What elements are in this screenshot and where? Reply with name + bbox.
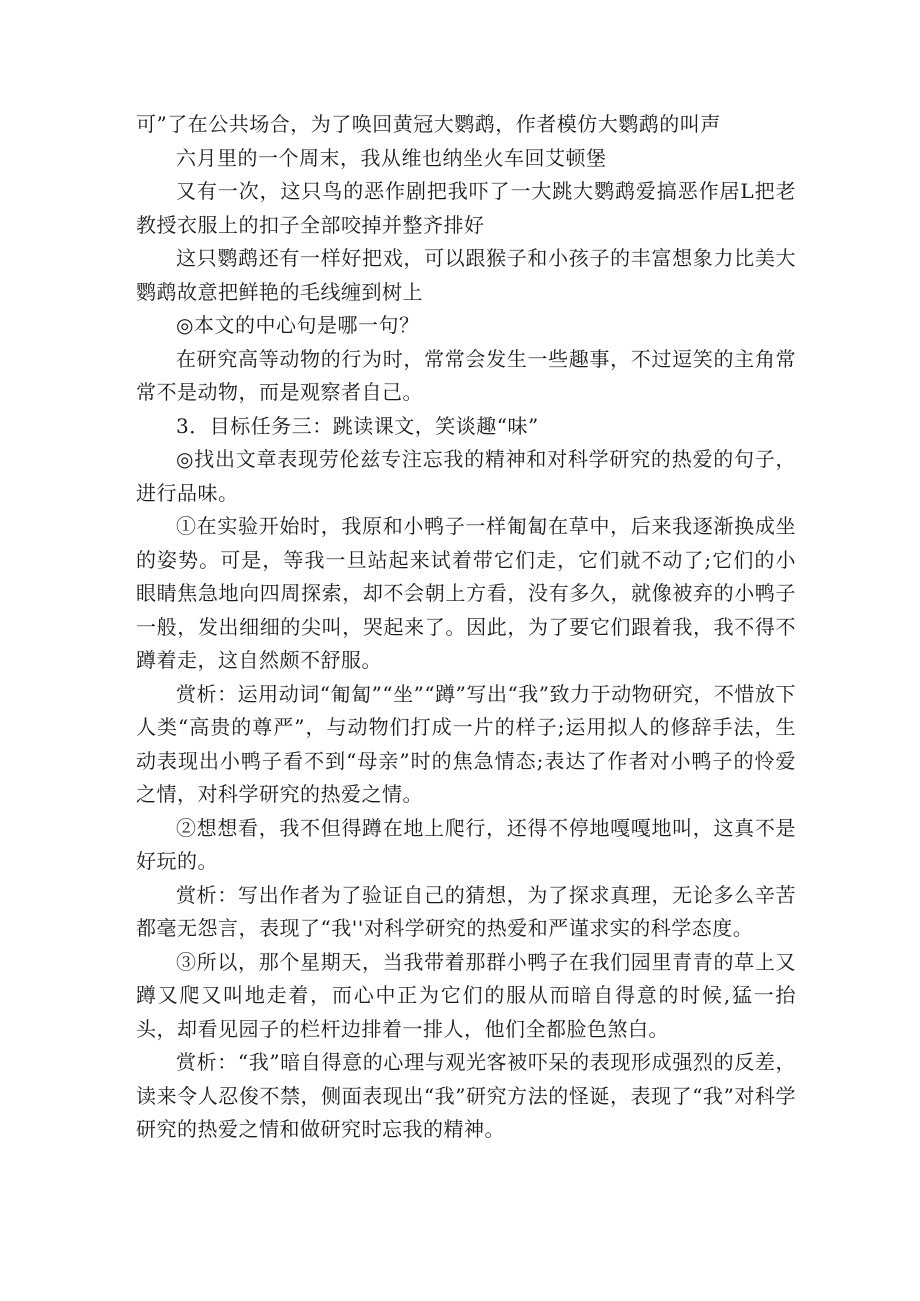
quote-2: ②想想看，我不但得蹲在地上爬行，还得不停地嘎嘎地叫，这真不是好玩的。 <box>136 815 796 873</box>
analysis-1: 赏析：运用动词“匍匐”“坐”“蹲”写出“我”致力于动物研究，不惜放下人类“高贵的尊严”，与动物们打成一片的样子;运用拟人的修辞手法，生动表现出小鸭子看不到“母亲”时的焦急情态;表达了作者对小鸭子的怜爱之情，对科学研究的热爱之情。 <box>136 681 796 806</box>
paragraph-4: 这只鹦鹉还有一样好把戏，可以跟猴子和小孩子的丰富想象力比美大鹦鹉故意把鲜艳的毛线缠到树上 <box>136 246 796 304</box>
paragraph-3: 又有一次，这只鸟的恶作剧把我吓了一大跳大鹦鹉爱搞恶作居L把老教授衣服上的扣子全部咬掉并整齐排好 <box>136 179 796 237</box>
task-question: ◎找出文章表现劳伦兹专注忘我的精神和对科学研究的热爱的句子，进行品味。 <box>136 447 796 505</box>
answer-central-sentence: 在研究高等动物的行为时，常常会发生一些趣事，不过逗笑的主角常常不是动物，而是观察者自己。 <box>136 346 796 404</box>
quote-3: ③所以，那个星期天，当我带着那群小鸭子在我们园里青青的草上又蹲又爬又叫地走着，而心中正为它们的服从而暗自得意的时候,猛一抬头，却看见园子的栏杆边排着一排人，他们全都脸色煞白。 <box>136 949 796 1041</box>
analysis-3: 赏析：“我”暗自得意的心理与观光客被吓呆的表现形成强烈的反差，读来令人忍俊不禁，侧面表现出“我”研究方法的怪诞，表现了“我”对科学研究的热爱之情和做研究时忘我的精神。 <box>136 1050 796 1141</box>
question-central-sentence: ◎本文的中心句是哪一句？ <box>176 313 420 337</box>
document-body <box>136 108 796 1147</box>
paragraph-2: 六月里的一个周末，我从维也纳坐火车回艾顿堡 <box>176 145 607 170</box>
task-heading: 3．目标任务三：跳读课文，笑谈趣“味” <box>176 413 539 438</box>
paragraph-1: 可”了在公共场合，为了唤回黄冠大鹦鹉，作者模仿大鹦鹉的叫声 <box>136 112 721 136</box>
analysis-2: 赏析：写出作者为了验证自己的猜想，为了探求真理，无论多么辛苦都毫无怨言，表现了“我''对科学研究的热爱和严谨求实的科学态度。 <box>136 882 796 940</box>
quote-1: ①在实验开始时，我原和小鸭子一样匍匐在草中，后来我逐渐换成坐的姿势。可是，等我一旦站起来试着带它们走，它们就不动了;它们的小眼睛焦急地向四周探索，却不会朝上方看，没有多久，就像被弃的小鸭子一般，发出细细的尖叫，哭起来了。因此，为了要它们跟着我，我不得不蹲着走，这自然颇不舒服。 <box>136 514 796 672</box>
